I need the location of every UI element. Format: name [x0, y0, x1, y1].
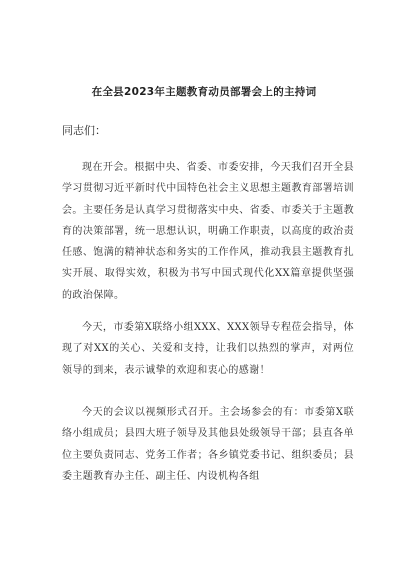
- document-title: 在全县2023年主题教育动员部署会上的主持词: [91, 86, 317, 98]
- paragraph-attendees: 今天的会议以视频形式召开。主会场参会的有：市委第X联络小组成员；县四大班子领导及其他县处级领导干部；县直各单位主要负责同志、党务工作者；各乡镇党委书记、组织委员；县委主题教育办主任、副主任、内设机构各组: [62, 407, 354, 482]
- paragraph-welcome: 今天，市委第X联络小组XXX、XXX领导专程莅会指导，体现了对XX的关心、关爱和支持，让我们以热烈的掌声，对两位领导的到来，表示诚挚的欢迎和衷心的感谢！: [62, 322, 354, 376]
- salutation: 同志们：: [62, 124, 106, 137]
- paragraph-opening: 现在开会。根据中央、省委、市委安排，今天我们召开全县学习贯彻习近平新时代中国特色社会主义思想主题教育部署培训会。主要任务是认真学习贯彻落实中央、省委、市委关于主题教育的决策部署，统一思想认识，明确工作职责，以高度的政治责任感、饱满的精神状态和务实的工作作风，推动我县主题教育扎实开展、取得实效，积极为书写中国式现代化XX篇章提供坚强的政治保障。: [62, 162, 354, 301]
